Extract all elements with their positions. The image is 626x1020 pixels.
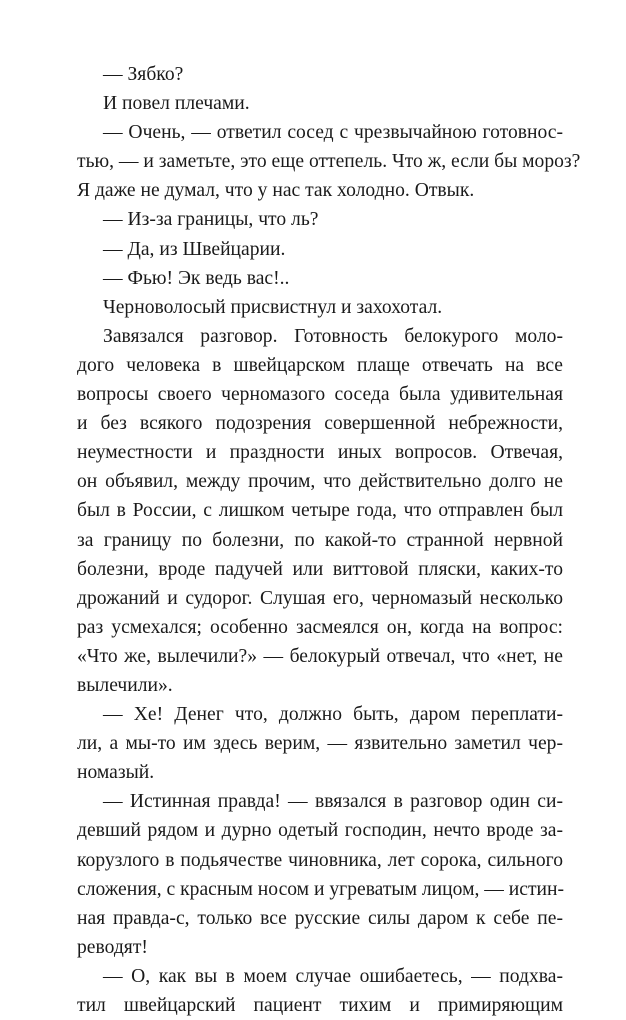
- text-line: ли, а мы-то им здесь верим, — язвительно заметил чер-: [77, 733, 563, 755]
- text-line: тил швейцарский пациент тихим и примиряющим: [77, 995, 563, 1016]
- text-line: дого человека в швейцарском плаще отвечать на все: [77, 354, 563, 376]
- text-line: реводят!: [77, 936, 148, 958]
- text-line: «Что же, вылечили?» — белокурый отвечал, что «нет, не: [77, 645, 563, 667]
- text-line: — Из-за границы, что ль?: [103, 209, 319, 231]
- text-line: корузлого в подьячестве чиновника, лет сорока, сильного: [77, 849, 563, 871]
- text-line: сложения, с красным носом и угреватым лицом, — истин-: [77, 878, 565, 900]
- text-line: и без всякого подозрения совершенной небрежности,: [77, 413, 563, 435]
- text-line: был в России, с лишком четыре года, что отправлен был: [77, 500, 563, 522]
- text-line: за границу по болезни, по какой-то странной нервной: [77, 529, 563, 551]
- text-line: И повел плечами.: [103, 93, 250, 115]
- page-text: [77, 60, 581, 1020]
- text-line: дрожаний и судорог. Слушая его, черномазый несколько: [77, 587, 563, 609]
- text-line: он объявил, между прочим, что действительно долго не: [77, 471, 563, 493]
- text-line: — Фью! Эк ведь вас!..: [103, 267, 290, 289]
- text-line: тью, — и заметьте, это еще оттепель. Что ж, если бы мороз?: [77, 151, 581, 173]
- text-line: — Зябко?: [103, 64, 184, 85]
- text-line: неуместности и праздности иных вопросов. Отвечая,: [77, 442, 563, 464]
- text-line: вопросы своего черномазого соседа была удивительная: [77, 384, 563, 406]
- text-line: — Очень, — ответил сосед с чрезвычайною готовнос-: [103, 122, 563, 144]
- text-line: Завязался разговор. Готовность белокурого моло-: [103, 325, 563, 347]
- text-line: болезни, вроде падучей или виттовой пляски, каких-то: [77, 558, 563, 580]
- text-line: Я даже не думал, что у нас так холодно. Отвык.: [77, 180, 475, 202]
- text-line: девший рядом и дурно одетый господин, нечто вроде за-: [77, 820, 563, 842]
- text-line: — Хе! Денег что, должно быть, даром переплати-: [103, 704, 563, 726]
- text-line: — Истинная правда! — ввязался в разговор один си-: [103, 791, 563, 813]
- text-line: — О, как вы в моем случае ошибаетесь, — подхва-: [103, 965, 563, 987]
- text-line: — Да, из Швейцарии.: [103, 238, 286, 260]
- text-line: раз усмехался; особенно засмеялся он, когда на вопрос:: [77, 616, 563, 638]
- text-line: вылечили».: [77, 674, 173, 696]
- text-line: ная правда-с, только все русские силы даром к себе пе-: [77, 907, 563, 929]
- text-line: Черноволосый присвистнул и захохотал.: [103, 296, 443, 318]
- text-line: номазый.: [77, 762, 155, 784]
